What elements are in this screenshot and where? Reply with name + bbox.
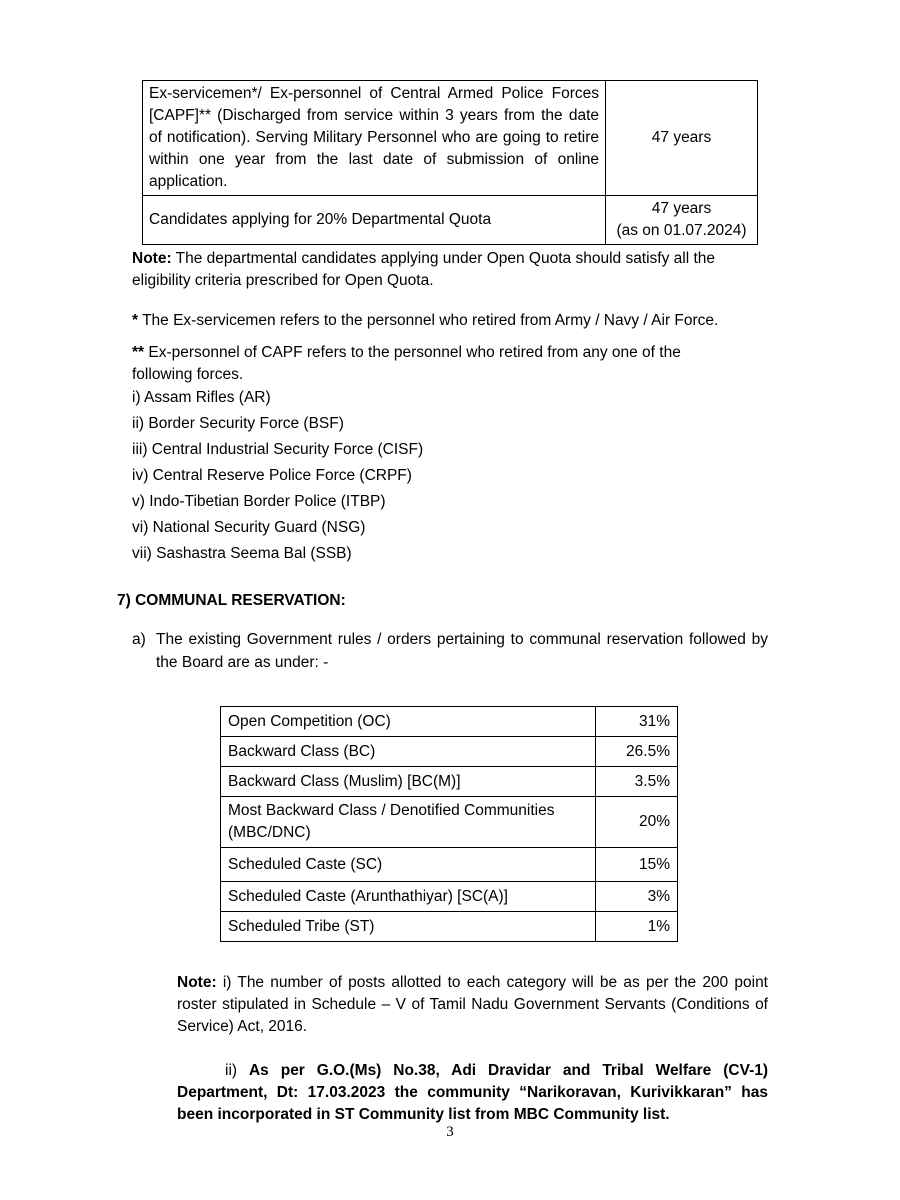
percent-cell: 20% [596, 797, 678, 848]
category-cell: Backward Class (Muslim) [BC(M)] [221, 767, 596, 797]
note-prefix: ii) [225, 1062, 249, 1079]
list-item: vi) National Security Guard (NSG) [132, 519, 366, 536]
note-text: As per G.O.(Ms) No.38, Adi Dravidar and Tribal Welfare (CV-1) Department, Dt: 17.03.2023 the community “Narikoravan, Kurivikkaran” has been incorporated in ST Community list from MBC Community list. [177, 1062, 769, 1123]
percent-cell: 31% [596, 707, 678, 737]
table-cell-description: Ex-servicemen*/ Ex-personnel of Central Armed Police Forces [CAPF]** (Discharged from service within 3 years from the date of notification). Serving Military Personnel who are going to retire within one year from the last date of submission of online application. [143, 81, 606, 196]
list-item: i) Assam Rifles (AR) [132, 389, 271, 406]
note-roster [177, 972, 768, 1038]
age-value: 47 years [651, 129, 712, 146]
table-row [143, 196, 758, 245]
note-text: i) The number of posts allotted to each category will be as per the 200 point roster stipulated in Schedule – V of Tamil Nadu Government Servants (Conditions of Service) Act, 2016. [177, 974, 768, 1035]
percent-cell: 1% [596, 912, 678, 942]
percent-cell: 26.5% [596, 737, 678, 767]
age-value: 47 years [651, 200, 712, 217]
list-item: iii) Central Industrial Security Force (CISF) [132, 441, 424, 458]
note-departmental [132, 248, 762, 292]
category-cell: Open Competition (OC) [221, 707, 596, 737]
table-row [221, 912, 678, 942]
footnote-text: The Ex-servicemen refers to the personnel who retired from Army / Navy / Air Force. [138, 312, 719, 329]
note-text: The departmental candidates applying under Open Quota should satisfy all the eligibility criteria prescribed for Open Quota. [132, 250, 716, 289]
table-row [221, 848, 678, 882]
item-label: a) [132, 631, 146, 648]
category-cell: Scheduled Tribe (ST) [221, 912, 596, 942]
table-row [221, 767, 678, 797]
age-reference-date: (as on 01.07.2024) [616, 222, 747, 239]
footnote-capf [132, 342, 742, 386]
table-row [221, 737, 678, 767]
list-item: ii) Border Security Force (BSF) [132, 415, 344, 432]
section-heading: 7) COMMUNAL RESERVATION: [117, 592, 346, 609]
reservation-table [220, 706, 678, 942]
table-cell-age [606, 196, 758, 245]
list-item: v) Indo-Tibetian Border Police (ITBP) [132, 493, 386, 510]
age-relaxation-table [142, 80, 758, 245]
table-cell-description: Candidates applying for 20% Departmental Quota [143, 196, 606, 245]
footnote-ex-servicemen [132, 310, 772, 332]
table-cell-age [606, 81, 758, 196]
percent-cell: 15% [596, 848, 678, 882]
footnote-text: Ex-personnel of CAPF refers to the personnel who retired from any one of the following forces. [132, 344, 681, 383]
note-label: Note: [132, 250, 172, 267]
footnote-marker: * [132, 312, 139, 329]
page-number: 3 [446, 1124, 454, 1140]
item-a [132, 628, 768, 674]
note-label: Note: [177, 974, 217, 991]
forces-list [132, 385, 423, 567]
table-row [143, 81, 758, 196]
list-item: iv) Central Reserve Police Force (CRPF) [132, 467, 412, 484]
list-item: vii) Sashastra Seema Bal (SSB) [132, 545, 352, 562]
category-cell: Backward Class (BC) [221, 737, 596, 767]
category-cell: Scheduled Caste (SC) [221, 848, 596, 882]
table-row [221, 882, 678, 912]
category-cell: Scheduled Caste (Arunthathiyar) [SC(A)] [221, 882, 596, 912]
percent-cell: 3% [596, 882, 678, 912]
category-cell: Most Backward Class / Denotified Communities (MBC/DNC) [221, 797, 596, 848]
table-row [221, 797, 678, 848]
percent-cell: 3.5% [596, 767, 678, 797]
item-text: The existing Government rules / orders pertaining to communal reservation followed by the Board are as under: - [156, 631, 768, 671]
note-go-ms [177, 1060, 768, 1126]
footnote-marker: ** [132, 344, 145, 361]
table-row [221, 707, 678, 737]
